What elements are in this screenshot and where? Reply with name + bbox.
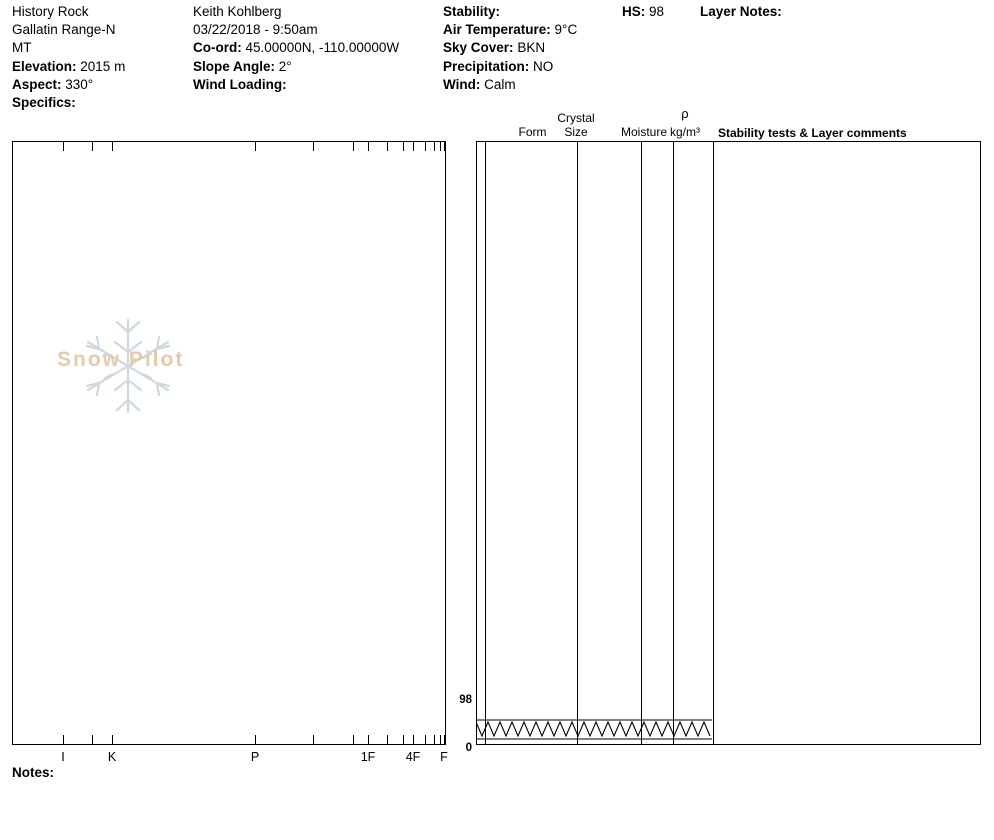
hardness-tick-top	[255, 142, 256, 151]
hardness-tick-bottom	[112, 735, 113, 744]
hardness-tick-bottom	[434, 735, 435, 744]
elevation-label: Elevation:	[12, 58, 77, 74]
snowpilot-watermark-text: Snow Pilot	[57, 348, 185, 371]
hardness-tick-top	[403, 142, 404, 151]
hardness-tick-top	[63, 142, 64, 151]
hardness-tick-bottom	[313, 735, 314, 744]
table-column-divider	[713, 142, 714, 744]
hardness-tick-top	[434, 142, 435, 151]
snowpilot-watermark	[53, 312, 223, 422]
observation-datetime: 03/22/2018 - 9:50am	[193, 22, 318, 38]
hardness-tick-top	[368, 142, 369, 151]
hardness-tick-top	[353, 142, 354, 151]
hardness-tick-bottom	[387, 735, 388, 744]
air-temperature-value: 9°C	[554, 22, 578, 38]
layer-notes-row	[700, 3, 950, 21]
hardness-scale-label: P	[250, 750, 260, 764]
elevation-row	[12, 58, 192, 76]
hardness-tick-top	[444, 142, 445, 151]
ground-zigzag-icon	[476, 718, 712, 740]
aspect-row	[12, 76, 192, 94]
hardness-tick-top	[92, 142, 93, 151]
column-title-crystal: Crystal	[557, 111, 595, 125]
stability-label: Stability:	[443, 4, 501, 19]
hardness-tick-bottom	[353, 735, 354, 744]
header-location-block	[12, 3, 192, 112]
sky-cover-row	[443, 39, 618, 57]
air-temperature-row	[443, 21, 618, 39]
hardness-tick-bottom	[92, 735, 93, 744]
ground-zigzag	[476, 718, 712, 740]
header-snow-block	[622, 3, 702, 21]
wind-loading-row	[193, 76, 438, 94]
hardness-scale-label: 1F	[360, 750, 376, 764]
state: MT	[12, 40, 32, 56]
column-title-form: Form	[518, 125, 547, 139]
header	[0, 0, 994, 118]
wind-value: Calm	[484, 76, 516, 92]
layer-details-table[interactable]	[476, 141, 981, 745]
notes-row	[12, 765, 54, 780]
hardness-tick-bottom	[63, 735, 64, 744]
precipitation-row	[443, 58, 618, 76]
column-title-moisture: Moisture	[620, 125, 667, 139]
slope-angle-row	[193, 58, 438, 76]
aspect-label: Aspect:	[12, 76, 62, 92]
depth-label-top: 98	[459, 694, 472, 706]
column-title-stability-comments: Stability tests & Layer comments	[718, 126, 907, 140]
column-title-density-unit: kg/m³	[670, 125, 700, 139]
slope-angle-label: Slope Angle:	[193, 58, 276, 74]
sky-cover-value: BKN	[517, 40, 546, 56]
coordinates-label: Co-ord:	[193, 40, 242, 56]
wind-label: Wind:	[443, 76, 481, 92]
wind-row	[443, 76, 618, 94]
coordinates-row	[193, 39, 438, 57]
hardness-tick-top	[425, 142, 426, 151]
slope-angle-value: 2°	[278, 58, 292, 74]
table-column-divider	[673, 142, 674, 744]
hardness-tick-bottom	[368, 735, 369, 744]
total-snow-depth-row	[622, 3, 702, 21]
hs-label: HS:	[622, 4, 646, 19]
hardness-tick-top	[387, 142, 388, 151]
header-layer-notes-block	[700, 3, 950, 21]
specifics-label: Specifics:	[12, 95, 76, 111]
hardness-tick-bottom	[403, 735, 404, 744]
hardness-scale-label: I	[61, 750, 65, 764]
hardness-tick-top	[440, 142, 441, 151]
hardness-tick-bottom	[413, 735, 414, 744]
hardness-profile-graph[interactable]	[12, 141, 446, 745]
elevation-value: 2015 m	[80, 58, 126, 74]
air-temperature-label: Air Temperature:	[443, 22, 551, 38]
hardness-scale-label: K	[107, 750, 117, 764]
aspect-value: 330°	[65, 76, 94, 92]
table-column-divider	[577, 142, 578, 744]
notes-label: Notes:	[12, 765, 55, 780]
table-column-divider	[485, 142, 486, 744]
precipitation-value: NO	[533, 58, 554, 74]
hardness-tick-top	[112, 142, 113, 151]
table-column-titles	[0, 104, 994, 142]
hardness-tick-top	[413, 142, 414, 151]
sky-cover-label: Sky Cover:	[443, 40, 514, 56]
stability-row	[443, 3, 618, 21]
hardness-tick-top	[313, 142, 314, 151]
column-title-size: Size	[564, 125, 588, 139]
column-title-density: ρ	[681, 106, 689, 121]
hardness-scale-label: 4F	[405, 750, 421, 764]
hardness-tick-bottom	[444, 735, 445, 744]
hardness-tick-bottom	[255, 735, 256, 744]
coordinates-value: 45.00000N, -110.00000W	[245, 40, 400, 56]
depth-label-bottom: 0	[465, 742, 472, 754]
hardness-tick-bottom	[440, 735, 441, 744]
header-observation-block	[193, 3, 438, 94]
hardness-scale-labels	[12, 750, 446, 768]
wind-loading-label: Wind Loading:	[193, 76, 287, 92]
hardness-scale-label: F	[440, 750, 448, 764]
site-name: History Rock	[12, 4, 89, 19]
header-conditions-block	[443, 3, 618, 94]
precipitation-label: Precipitation:	[443, 58, 530, 74]
table-column-divider	[641, 142, 642, 744]
hs-value: 98	[649, 4, 665, 19]
layer-notes-label: Layer Notes:	[700, 4, 782, 19]
observer-name: Keith Kohlberg	[193, 4, 282, 19]
mountain-range: Gallatin Range-N	[12, 22, 116, 38]
hardness-tick-bottom	[425, 735, 426, 744]
snowflake-icon	[53, 312, 223, 422]
